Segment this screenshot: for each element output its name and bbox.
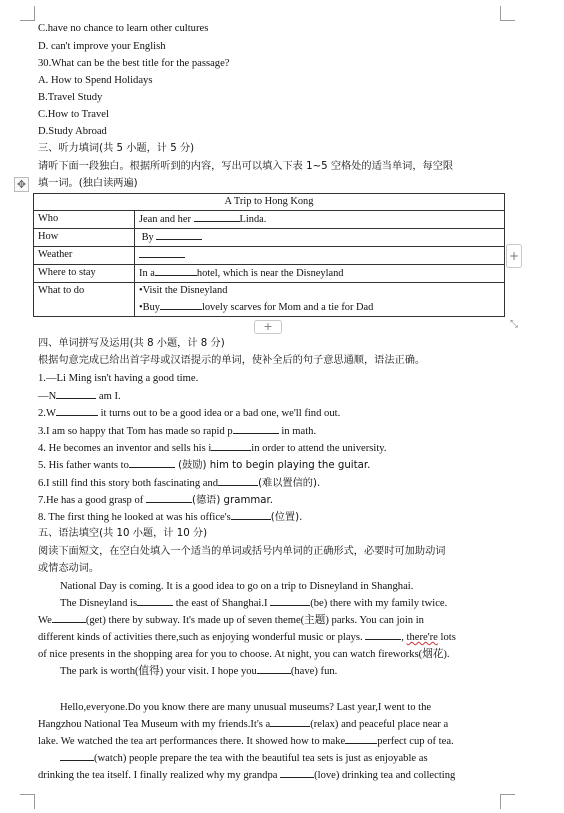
- add-row-icon[interactable]: +: [254, 320, 282, 334]
- table-row: [34, 265, 505, 283]
- row-label-what: What to do: [34, 283, 135, 317]
- answer-blank[interactable]: [60, 750, 94, 761]
- question-30: 30.What can be the best title for the passage?: [38, 58, 230, 69]
- section-3-instruction-2: 填一词。(独白读两遍): [38, 178, 138, 189]
- question-7: 7.He has a good grasp of (德语) grammar.: [38, 492, 273, 508]
- row-value-how: By: [135, 229, 505, 247]
- answer-blank[interactable]: [218, 475, 258, 486]
- question-8: 8. The first thing he looked at was his office's (位置).: [38, 509, 302, 525]
- answer-blank[interactable]: [270, 595, 310, 606]
- add-column-icon[interactable]: +: [506, 244, 522, 268]
- option-d-line: D. can't improve your English: [38, 41, 166, 52]
- row-value-weather: [135, 247, 505, 265]
- table-title: A Trip to Hong Kong: [34, 194, 505, 211]
- crop-mark-bottom-left: [20, 794, 35, 809]
- blank-5[interactable]: [160, 299, 202, 310]
- row-value-who: Jean and her Linda.: [135, 211, 505, 229]
- question-1a: 1.—Li Ming isn't having a good time.: [38, 373, 199, 384]
- question-3: 3.I am so happy that Tom has made so rapid p in math.: [38, 423, 316, 439]
- row-label-where: Where to stay: [34, 265, 135, 283]
- question-5: 5. His father wants to (鼓励) him to begin playing the guitar.: [38, 457, 370, 473]
- blank-4[interactable]: [155, 265, 197, 276]
- section-5-instruction-1: 阅读下面短文，在空白处填入一个适当的单词或括号内单词的正确形式，必要时可加助动词: [38, 546, 446, 557]
- table-move-handle-icon[interactable]: ✥: [14, 177, 29, 192]
- crop-mark-top-right: [500, 6, 515, 21]
- answer-blank[interactable]: [56, 388, 96, 399]
- answer-blank[interactable]: [257, 663, 291, 674]
- passage-2-line-2: Hangzhou National Tea Museum with my friends.It's a (relax) and peaceful place near a: [38, 716, 500, 733]
- passage-1-line-5: of nice presents in the shopping area for you to choose. At night, you can watch fireworks(烟花).: [38, 649, 450, 660]
- passage-2-line-4: (watch) people prepare the tea with the beautiful tea sets is just as enjoyable as: [38, 750, 500, 767]
- table-row: [34, 247, 505, 265]
- q30-option-a: A. How to Spend Holidays: [38, 75, 153, 86]
- passage-2-line-1: Hello,everyone.Do you know there are many unusual museums? Last year,I went to the: [60, 702, 432, 713]
- row-label-who: Who: [34, 211, 135, 229]
- blank-1[interactable]: [194, 211, 240, 222]
- passage-1-line-3: We (get) there by subway. It's made up of seven theme(主题) parks. You can join in: [38, 612, 500, 629]
- passage-1-line-1: National Day is coming. It is a good idea to go on a trip to Disneyland in Shanghai.: [60, 581, 414, 592]
- row-value-what: [135, 283, 505, 317]
- section-5-instruction-2: 或情态动词。: [38, 563, 100, 574]
- passage-1-line-4: different kinds of activities there,such as enjoying wonderful music or plays. , there're lots: [38, 629, 500, 646]
- answer-blank[interactable]: [345, 733, 377, 744]
- crop-mark-bottom-right: [500, 794, 515, 809]
- answer-blank[interactable]: [270, 716, 310, 727]
- answer-blank[interactable]: [231, 509, 271, 520]
- question-6: 6.I still find this story both fascinating and (难以置信的).: [38, 475, 320, 491]
- section-4-heading: 四、单词拼写及运用(共 8 小题，计 8 分): [38, 338, 225, 349]
- question-2: 2.W it turns out to be a good idea or a bad one, we'll find out.: [38, 405, 340, 421]
- table-resize-icon[interactable]: ⤡: [510, 319, 518, 330]
- question-1b: —N am I.: [38, 388, 121, 404]
- activity-item-1: •Visit the Disneyland: [139, 285, 228, 296]
- answer-blank[interactable]: [280, 767, 314, 778]
- question-4: 4. He becomes an inventor and sells his i in order to attend the university.: [38, 440, 387, 456]
- section-3-heading: 三、听力填词(共 5 小题，计 5 分): [38, 143, 195, 154]
- table-row: [34, 211, 505, 229]
- answer-blank[interactable]: [56, 405, 98, 416]
- passage-2-line-3: lake. We watched the tea art performances there. It showed how to make perfect cup of tea.: [38, 733, 500, 750]
- table-row: [34, 194, 505, 211]
- section-5-heading: 五、语法填空(共 10 小题，计 10 分): [38, 528, 208, 539]
- table-row: [34, 229, 505, 247]
- answer-blank[interactable]: [137, 595, 173, 606]
- answer-blank[interactable]: [211, 440, 251, 451]
- passage-1: [38, 578, 500, 680]
- passage-1-line-2: The Disneyland is the east of Shanghai.I (be) there with my family twice.: [38, 595, 500, 612]
- row-label-weather: Weather: [34, 247, 135, 265]
- blank-2[interactable]: [156, 229, 202, 240]
- q30-option-c: C.How to Travel: [38, 109, 109, 120]
- option-c-line: C.have no chance to learn other cultures: [38, 23, 209, 34]
- table-row: [34, 283, 505, 317]
- q30-option-b: B.Travel Study: [38, 92, 103, 103]
- row-value-where: In a hotel, which is near the Disneyland: [135, 265, 505, 283]
- passage-2: [38, 699, 500, 784]
- section-3-instruction-1: 请听下面一段独白。根据所听到的内容，写出可以填入下表 1~5 空格处的适当单词，每空限: [38, 161, 454, 172]
- q30-option-d: D.Study Abroad: [38, 126, 107, 137]
- activity-item-2: •Buy lovely scarves for Mom and a tie for Dad: [139, 299, 500, 316]
- passage-1-line-6: The park is worth(值得) your visit. I hope you (have) fun.: [38, 663, 500, 680]
- answer-blank[interactable]: [129, 457, 175, 468]
- answer-blank[interactable]: [52, 612, 86, 623]
- blank-3[interactable]: [139, 247, 185, 258]
- trip-table: [33, 193, 505, 317]
- passage-2-line-5: drinking the tea itself. I finally realized why my grandpa (love) drinking tea and collecting: [38, 767, 500, 784]
- section-4-instruction: 根据句意完成已给出首字母或汉语提示的单词，使补全后的句子意思通顺，语法正确。: [38, 355, 426, 366]
- row-label-how: How: [34, 229, 135, 247]
- answer-blank[interactable]: [233, 423, 279, 434]
- crop-mark-top-left: [20, 6, 35, 21]
- answer-blank[interactable]: [365, 629, 401, 640]
- answer-blank[interactable]: [146, 492, 192, 503]
